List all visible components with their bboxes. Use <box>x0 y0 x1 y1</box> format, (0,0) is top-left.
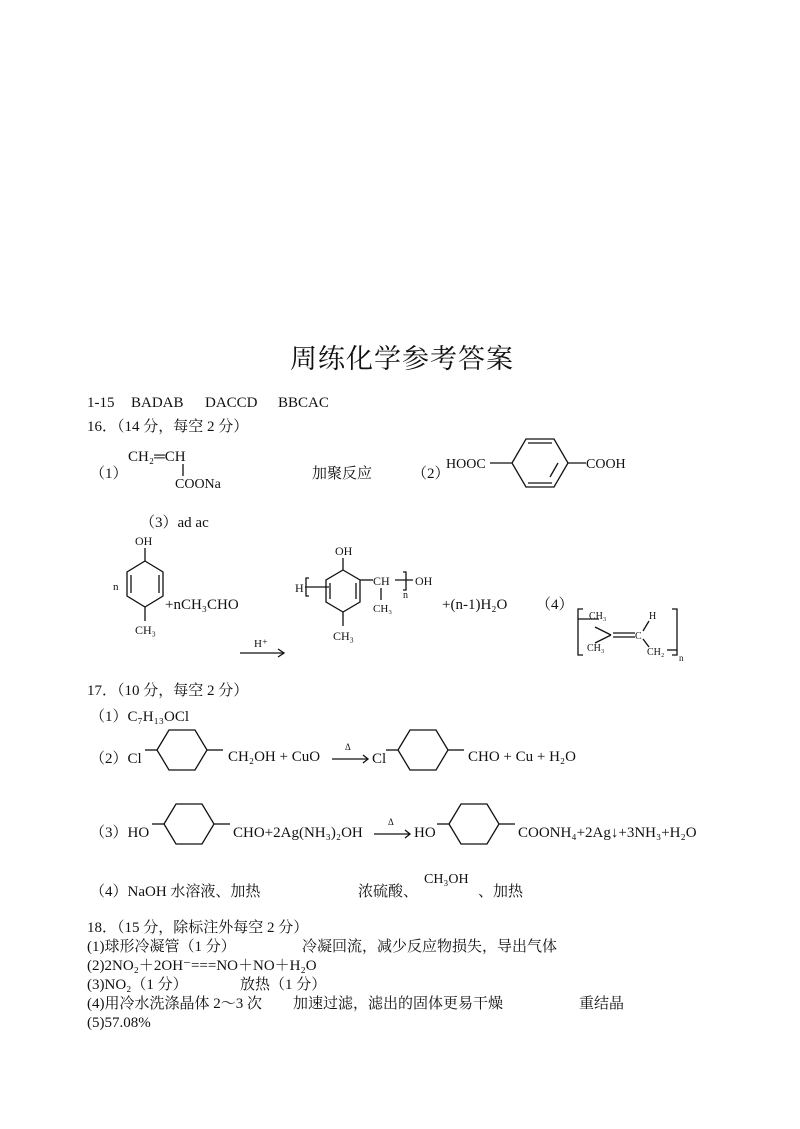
q18-line-4c: 重结晶 <box>579 996 625 1012</box>
mc-group-3: BBCAC <box>278 395 329 411</box>
mc-range: 1-15 <box>87 395 115 411</box>
svg-text:OH: OH <box>335 544 353 558</box>
q18-line-4b: 加速过滤，滤出的固体更易干燥 <box>293 996 504 1012</box>
page-title: 周练化学参考答案 <box>290 344 514 375</box>
q18-header: 18．（15 分，除标注外每空 2 分） <box>87 920 309 936</box>
reaction-arrow <box>332 754 372 764</box>
svg-text:n: n <box>403 590 408 601</box>
svg-text:H: H <box>295 581 304 595</box>
svg-text:CH₃: CH₃ <box>333 629 354 643</box>
q17-p2-right-head: Cl <box>372 751 387 767</box>
reaction-arrow <box>374 829 414 839</box>
q17-p4-part1: （4）NaOH 水溶液、加热 <box>90 884 261 900</box>
svg-text:CH₃: CH₃ <box>587 643 605 654</box>
q17-p4-part2: 浓硫酸、 <box>358 884 419 900</box>
q17-p3-right-tail: COONH₄+2Ag↓+3NH₃+H₂O <box>518 825 697 841</box>
q17-p4-ch3oh: CH₃OH <box>424 872 469 887</box>
svg-text:COONa: COONa <box>175 477 221 492</box>
q17-p3-left-tail: CHO+2Ag(NH₃)₂OH <box>233 825 363 841</box>
p-cresol-structure <box>105 533 175 648</box>
q16-reagent: +nCH₃CHO <box>165 597 239 613</box>
svg-text:n: n <box>679 653 684 663</box>
q17-p3-right-head: HO <box>414 825 436 841</box>
q18-line-1a: (1)球形冷凝管（1 分） <box>87 939 236 955</box>
svg-text:CH₃: CH₃ <box>589 611 607 622</box>
q18-line-1b: 冷凝回流，减少反应物损失，导出气体 <box>302 939 558 955</box>
q18-line-3a: (3)NO₂（1 分） <box>87 977 188 993</box>
cyclohexane-ring-icon <box>386 728 466 772</box>
q16-p4-label: （4） <box>536 597 574 613</box>
svg-text:C: C <box>635 631 642 642</box>
q17-p2-condition: Δ <box>345 742 351 752</box>
svg-text:H: H <box>649 611 657 622</box>
svg-text:CH₃: CH₃ <box>135 623 156 637</box>
svg-text:CH₂: CH₂ <box>647 647 665 658</box>
q18-line-5: (5)57.08% <box>87 1015 151 1031</box>
q16-p2-label: （2） <box>412 466 450 482</box>
q17-p1: （1）C₇H₁₃OCl <box>90 709 190 725</box>
q16-p3: （3）ad ac <box>140 515 209 531</box>
q17-p3-label: （3）HO <box>90 825 150 841</box>
q18-line-2: (2)2NO₂＋2OH⁻===NO＋NO＋H₂O <box>87 958 317 974</box>
polyisoprene-structure <box>575 605 690 663</box>
q16-p1-label: （1） <box>90 466 128 482</box>
q16-catalyst: H⁺ <box>254 638 268 650</box>
svg-text:n: n <box>113 581 119 593</box>
svg-text:HOOC: HOOC <box>446 457 486 472</box>
q17-p3-condition: Δ <box>388 817 394 827</box>
q16-header: 16．（14 分，每空 2 分） <box>87 419 249 435</box>
q16-p1-reaction: 加聚反应 <box>312 466 373 482</box>
mc-group-2: DACCD <box>205 395 258 411</box>
q18-line-3b: 放热（1 分） <box>240 977 327 993</box>
cyclohexane-ring-icon <box>437 802 517 846</box>
q17-header: 17．（10 分，每空 2 分） <box>87 683 249 699</box>
mc-group-1: BADAB <box>131 395 184 411</box>
svg-text:COOH: COOH <box>586 457 626 472</box>
svg-text:CH: CH <box>373 574 390 588</box>
phenolic-polymer-structure <box>295 540 445 655</box>
svg-text:OH: OH <box>415 574 433 588</box>
svg-text:CH₂═CH: CH₂═CH <box>128 449 186 465</box>
reaction-arrow <box>240 648 290 658</box>
q18-line-4a: (4)用冷水洗涤晶体 2～3 次 <box>87 996 262 1012</box>
q17-p2-right-tail: CHO + Cu + H₂O <box>468 749 576 765</box>
terephthalic-acid-structure <box>446 430 646 496</box>
cyclohexane-ring-icon <box>152 802 232 846</box>
cyclohexane-ring-icon <box>145 728 225 772</box>
svg-text:OH: OH <box>135 534 153 548</box>
sodium-acrylate-structure <box>128 446 248 492</box>
q17-p4-part3: 、加热 <box>478 884 524 900</box>
q17-p2-left-tail: CH₂OH + CuO <box>228 749 321 765</box>
q17-p2-label: （2）Cl <box>90 751 142 767</box>
q16-water: +(n-1)H₂O <box>442 597 508 613</box>
svg-text:CH₃: CH₃ <box>373 603 393 615</box>
